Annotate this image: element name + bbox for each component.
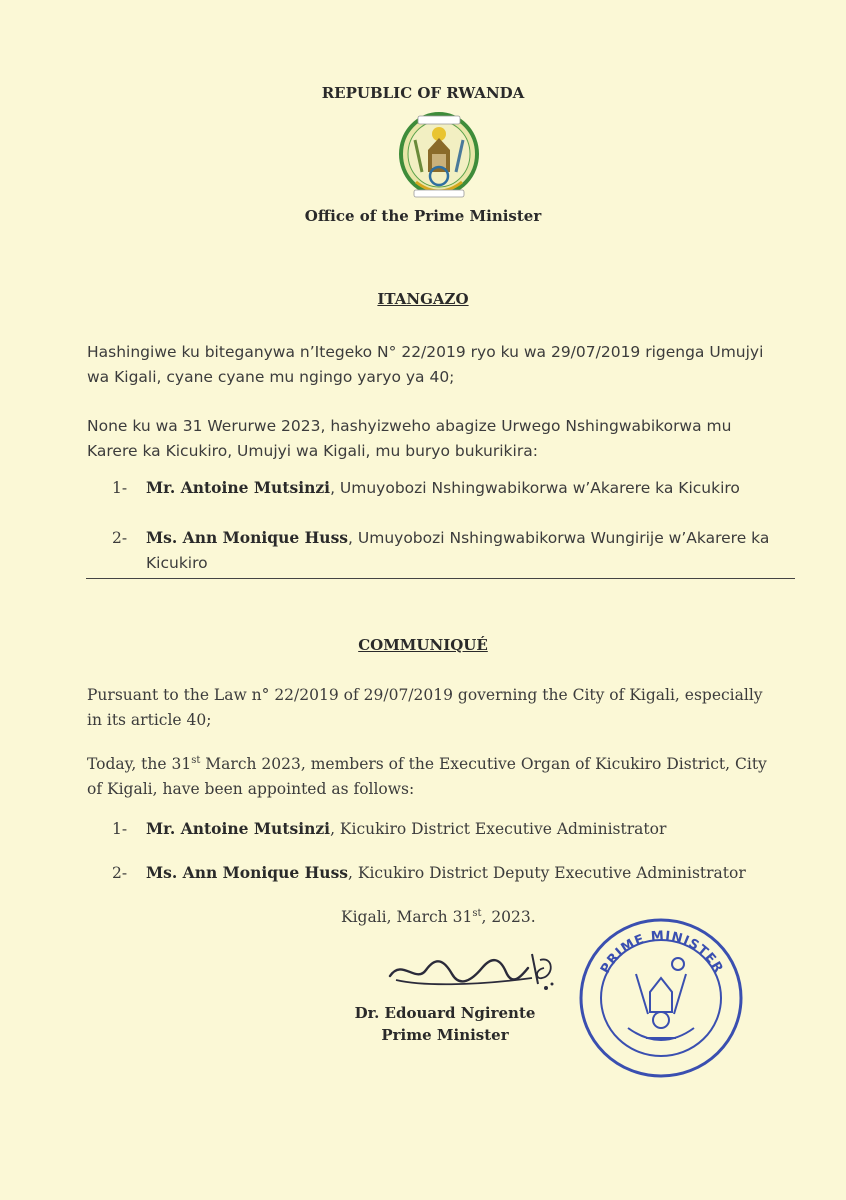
appointee-name: Mr. Antoine Mutsinzi [146,478,331,497]
itangazo-list-item [112,525,792,576]
list-number: 2- [112,529,128,547]
appointee-role: , Kicukiro District Executive Administrator [330,820,667,838]
itangazo-paragraph-2: None ku wa 31 Werurwe 2023, hashyizweho abagize Urwego Nshingwabikorwa mu Karere ka Kicukiro, Umujyi wa Kigali, mu buryo bukurikira: [87,417,732,460]
communique-paragraph-1: Pursuant to the Law n° 22/2019 of 29/07/2019 governing the City of Kigali, especially in its article 40; [87,686,763,729]
office-title: Office of the Prime Minister [304,207,542,225]
communique-list-item [112,816,792,842]
section-divider [86,578,795,579]
list-number: 1- [112,820,128,838]
rwanda-coat-of-arms-icon [398,110,480,202]
itangazo-heading: ITANGAZO [377,290,469,308]
appointee-name: Ms. Ann Monique Huss [146,528,349,547]
appointee-name: Ms. Ann Monique Huss [146,863,349,882]
list-number: 1- [112,479,128,497]
communique-paragraph-2: Today, the 31st March 2023, members of the Executive Organ of Kicukiro District, City of Kigali, have been appointed as follows: [87,755,767,799]
appointee-role-continued: Kicukiro [146,554,208,572]
signer-name: Dr. Edouard Ngirente [354,1004,536,1022]
itangazo-paragraph-1: Hashingiwe ku biteganywa n’Itegeko N° 22/2019 ryo ku wa 29/07/2019 rigenga Umujyi wa Kigali, cyane cyane mu ngingo yaryo ya 40; [87,343,764,386]
list-number: 2- [112,864,128,882]
signer-block [352,1002,538,1046]
appointee-role: , Kicukiro District Deputy Executive Administrator [348,864,746,882]
itangazo-list-item [112,475,792,501]
republic-title: REPUBLIC OF RWANDA [321,84,525,102]
appointee-role: , Umuyobozi Nshingwabikorwa w’Akarere ka Kicukiro [330,479,740,497]
communique-heading: COMMUNIQUÉ [358,636,488,654]
handwritten-signature [382,940,558,1002]
svg-text:PRIME MINISTER: PRIME MINISTER [598,928,726,977]
signing-date: Kigali, March 31st, 2023. [341,908,536,927]
signer-title: Prime Minister [381,1026,509,1044]
appointee-role: , Umuyobozi Nshingwabikorwa Wungirije w’Akarere ka [348,529,770,547]
appointee-name: Mr. Antoine Mutsinzi [146,819,331,838]
communique-list-item [112,860,792,886]
seal-stamp-icon [576,914,746,1080]
